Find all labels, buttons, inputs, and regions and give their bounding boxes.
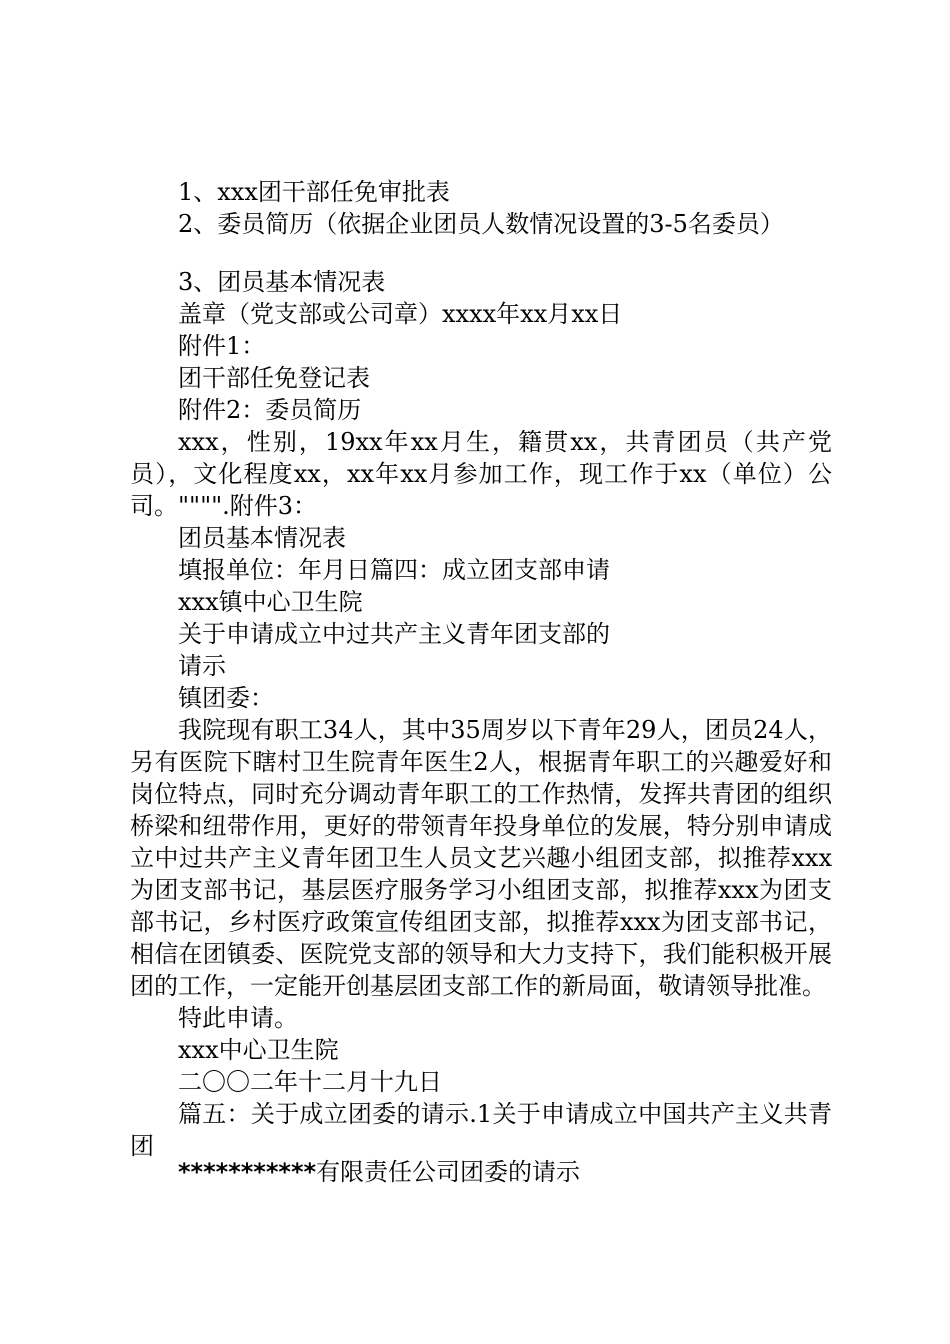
request-closing: 特此申请。 <box>178 1004 298 1032</box>
request-body-paragraph: 我院现有职工34人，其中35周岁以下青年29人，团员24人，另有医院下瞎村卫生院青年医生2人，根据青年职工的兴趣爱好和岗位特点，同时充分调动青年职工的工作热情，发挥共青团的组织桥梁和纽带作用，更好的带领青年投身单位的发展，特分别申请成立中过共产主义青年团卫生人员文艺兴趣小组团支部，拟推荐xxx为团支部书记，基层医疗服务学习小组团支部，拟推荐xxx为团支部书记，乡村医疗政策宣传组团支部，拟推荐xxx为团支部书记，相信在团镇委、医院党支部的领导和大力支持下，我们能积极开展团的工作，一定能开创基层团支部工作的新局面，敬请领导批准。 <box>130 716 832 1000</box>
request-title-line-1: 关于申请成立中过共产主义青年团支部的 <box>178 620 610 648</box>
attachment-2-label: 附件2：委员简历 <box>178 396 362 424</box>
attachment-1-label: 附件1： <box>178 332 266 360</box>
section-five-heading: 篇五：关于成立团委的请示.1关于申请成立中国共产主义共青团 <box>130 1100 832 1160</box>
attachment-list-item-2: 2、委员简历（依据企业团员人数情况设置的3-5名委员） <box>178 210 784 238</box>
attachment-3-title: 团员基本情况表 <box>178 524 346 552</box>
request-date: 二〇〇二年十二月十九日 <box>178 1068 442 1096</box>
request-organization: xxx镇中心卫生院 <box>178 588 363 616</box>
section-five-subtitle <box>130 1156 878 1188</box>
attachment-list-item-1: 1、xxx团干部任免审批表 <box>178 178 450 206</box>
section-five-subtitle-text: 有限责任公司团委的请示 <box>316 1158 581 1186</box>
request-signature: xxx中心卫生院 <box>178 1036 339 1064</box>
attachment-list-item-3: 3、团员基本情况表 <box>178 268 386 296</box>
company-name-placeholder: *********** <box>178 1158 317 1186</box>
attachment-1-title: 团干部任免登记表 <box>178 364 370 392</box>
request-addressee: 镇团委： <box>178 684 274 712</box>
seal-date-line: 盖章（党支部或公司章）xxxx年xx月xx日 <box>178 300 623 328</box>
member-bio-paragraph: xxx，性别，19xx年xx月生，籍贯xx，共青团员（共产党员），文化程度xx，xx年xx月参加工作，现工作于xx（单位）公司。"""".附件3： <box>130 428 832 520</box>
fill-unit-line: 填报单位：年月日篇四：成立团支部申请 <box>178 556 610 584</box>
request-title-line-2: 请示 <box>178 652 226 680</box>
